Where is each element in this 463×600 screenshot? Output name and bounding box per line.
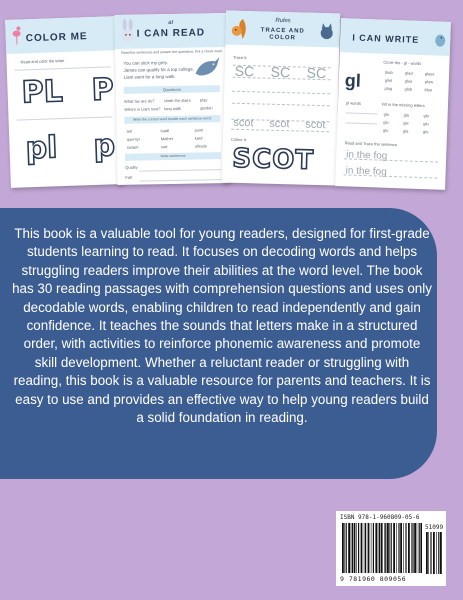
fill-word: gla — [402, 128, 409, 134]
worksheet-title: COLOR ME — [25, 31, 88, 45]
write-line-label: Quality — [125, 164, 138, 170]
word-cell: ultrady — [194, 143, 207, 149]
question-2: Where is Liam now? — [124, 106, 161, 112]
price-barcode-icon — [426, 532, 442, 574]
header-letter: gl — [344, 70, 362, 91]
answer-1b: play — [199, 97, 208, 103]
word-cell: loadl — [160, 128, 170, 134]
worksheet-subtitle: Read the sentences and answer the questions. Put a check mark. — [121, 49, 224, 55]
ean-digits: 9 781960 809056 — [340, 575, 407, 583]
worksheet-kicker: at — [168, 19, 174, 27]
fill-label: Fill in the missing letters — [381, 101, 425, 109]
fill-word: glu — [382, 127, 389, 133]
fill-word: gla — [403, 112, 410, 118]
answer-1a: climb the stairs — [163, 97, 191, 104]
trace-phrase: in the fog — [345, 165, 387, 178]
trace-word: SC — [234, 62, 255, 80]
fill-word: gle — [403, 120, 409, 126]
word-cell: swtam — [126, 144, 139, 150]
color-word-outline: SCOT — [232, 143, 315, 176]
sentence-1: You can stick my grey. — [123, 60, 168, 66]
circle-word: glad — [405, 70, 413, 76]
trace-word: scot — [269, 117, 290, 131]
letter-outline-pl-lower: pl — [25, 130, 58, 167]
color-label: Colour it: — [230, 136, 247, 143]
worksheet-i-can-write — [335, 18, 451, 190]
write-line — [346, 112, 378, 114]
answer-2a: long walk — [164, 105, 181, 112]
circle-task: Circle the - gl - words — [383, 59, 422, 66]
worksheet-trace-and-color — [222, 11, 340, 186]
circle-word: glue — [404, 78, 413, 84]
guide-line — [232, 103, 330, 107]
worksheet-kicker: Rules — [275, 17, 291, 25]
question-1: What fax are do? — [123, 98, 155, 104]
worksheet-title: I CAN READ — [136, 27, 206, 40]
description-panel — [0, 208, 437, 479]
fill-word: glo — [422, 129, 429, 135]
dolphin-icon — [193, 55, 221, 79]
trace-word: scot — [305, 118, 326, 132]
word-cell: point — [194, 127, 204, 133]
flamingo-icon — [11, 25, 22, 45]
phrase-label: Read and Trace the sentence — [344, 140, 398, 148]
circle-word: glob — [404, 86, 413, 92]
word-cell: tell — [126, 128, 132, 134]
barcode-icon — [342, 523, 422, 573]
sentence-2: James can qualify for a top college. — [123, 66, 195, 73]
write-line — [139, 169, 221, 171]
word-cell: sort — [160, 144, 168, 150]
write-line — [139, 179, 221, 181]
circle-word: blue — [424, 87, 433, 93]
circle-word: glint — [384, 77, 393, 83]
sentence-3: Liam went for a long walk. — [123, 73, 176, 80]
bird-icon — [434, 31, 447, 47]
trace-label: Trace it: — [232, 54, 248, 61]
write-task: Write sentences — [160, 153, 186, 159]
book-description: This book is a valuable tool for young readers, designed for first-grade students learning to read. It focuses on decoding words and helps struggling readers improve their abilities at the word level. The book has 30 reading passages with comprehension questions and uses only decodable words, enabling children to read independently and gain confidence. It teaches the sounds that letters make in a structured order, with activities to reinforce phonemic awareness and promote skill development. Whether a reluctant reader or struggling with reading, this book is a valuable resource for parents and teachers. It is easy to use and provides an effective way to help young readers build a solid foundation in reading. — [12, 226, 432, 426]
trace-word: SC — [270, 63, 291, 81]
price-code: 51099 — [425, 524, 444, 531]
word-cell: Mother — [160, 135, 174, 142]
worksheet-title: TRACE AND COLOR — [260, 27, 305, 42]
divider — [17, 116, 113, 120]
fill-word: glo — [383, 111, 390, 117]
trace-word: SC — [306, 64, 327, 82]
fill-word: glo — [383, 119, 389, 125]
circle-word: blob — [385, 69, 393, 75]
word-cell: kard — [194, 135, 203, 141]
letter-outline-p-upper: P — [91, 72, 115, 109]
pl-words-label: pl words — [345, 100, 361, 106]
divider — [15, 66, 111, 70]
word-cell: quentyl — [126, 136, 140, 142]
guide-line — [232, 91, 330, 95]
fill-word: glu — [423, 113, 430, 119]
answer-2b: garden — [200, 105, 213, 111]
worksheet-instruction: Read and color the letter — [20, 57, 65, 65]
fill-word: glu — [423, 121, 429, 127]
section-title: Questions — [162, 86, 181, 93]
write-line — [345, 122, 377, 124]
circle-word: glass — [424, 71, 435, 77]
circle-word: plow — [424, 79, 434, 85]
letter-outline-pl-upper: PL — [21, 74, 64, 111]
isbn-text: ISBN 978-1-960809-05-6 — [340, 514, 420, 521]
worksheet-i-can-read — [115, 13, 230, 185]
word-task: Write the correct word beside each sentence word. — [132, 116, 212, 122]
worksheet-color-me — [5, 16, 123, 188]
letter-outline-p-lower: p — [92, 128, 116, 164]
circle-word: plug — [384, 85, 393, 91]
trace-word: scot — [233, 116, 254, 130]
trace-phrase: in the fog — [346, 149, 388, 162]
write-line-label: Fall — [125, 174, 132, 180]
worksheet-title: I CAN WRITE — [352, 32, 420, 45]
